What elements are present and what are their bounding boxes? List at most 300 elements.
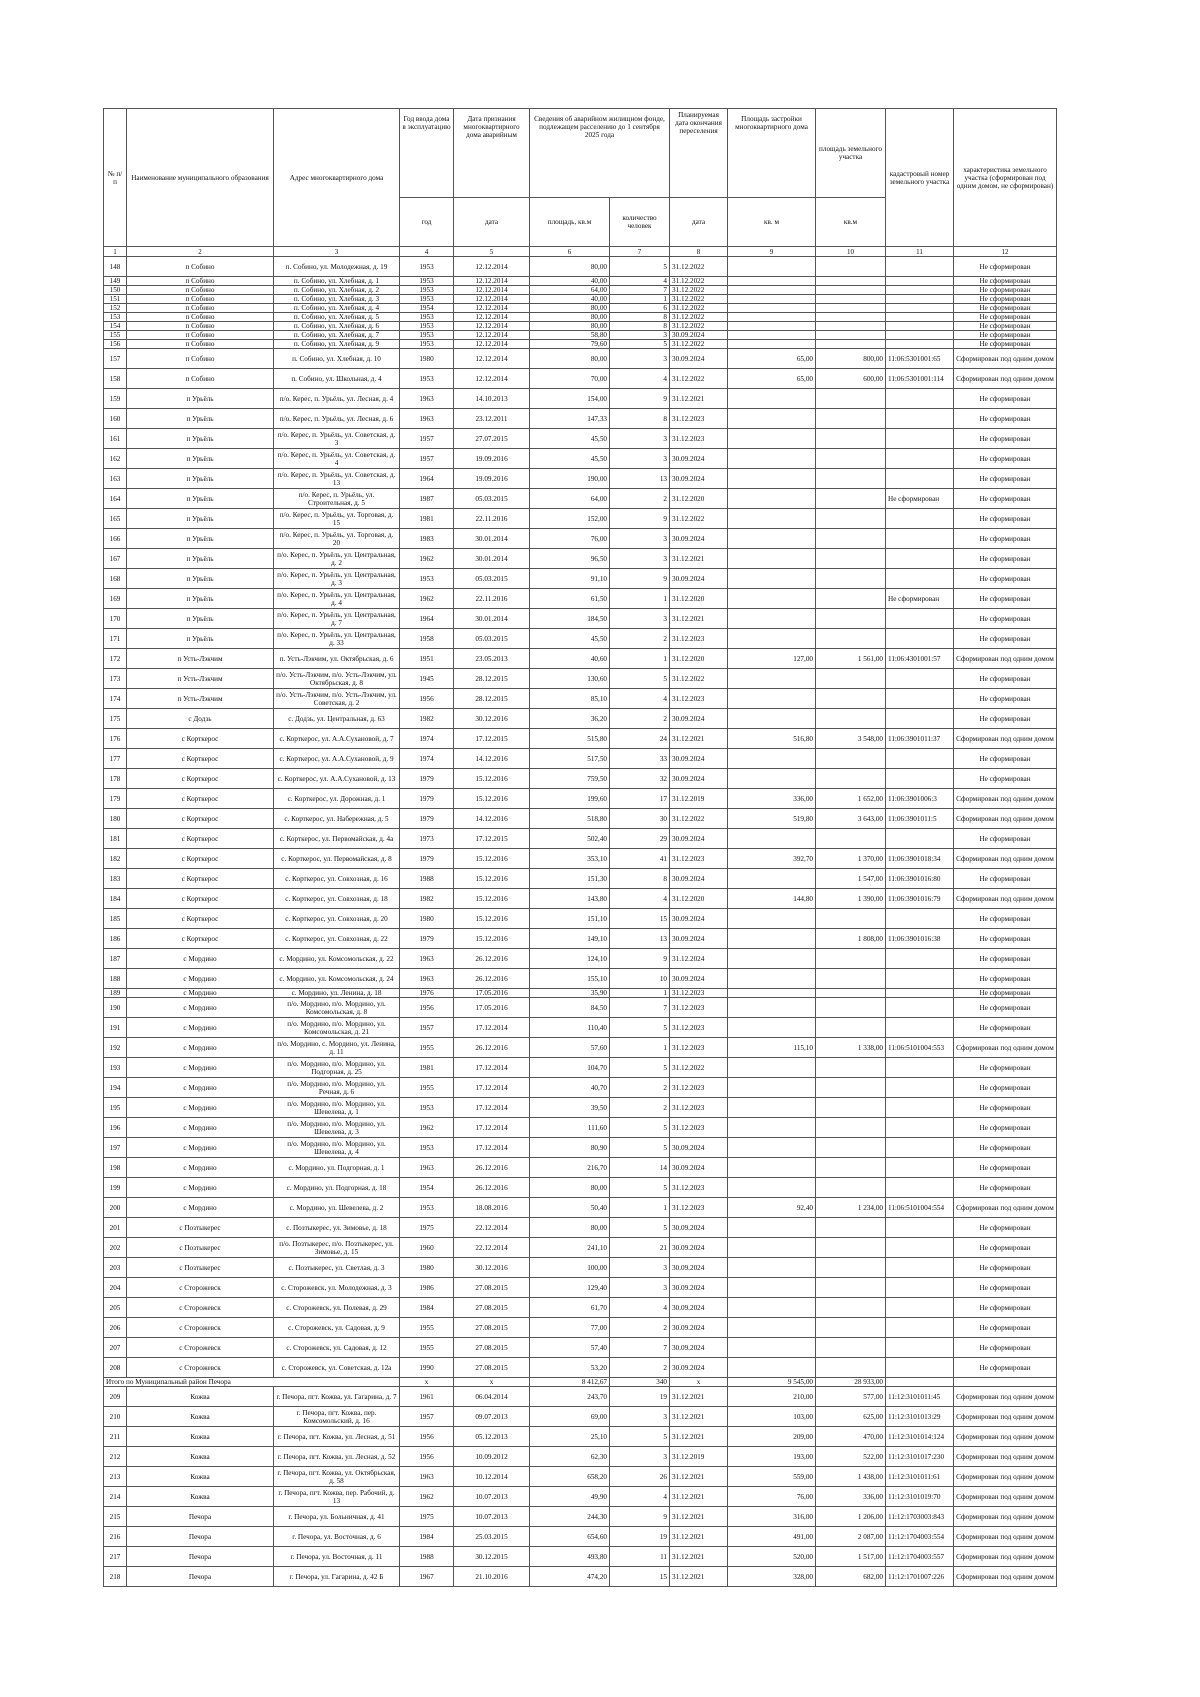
- building-area-cell: [728, 869, 816, 889]
- building-area-cell: [728, 1258, 816, 1278]
- emergency-date-cell: 30.01.2014: [454, 549, 530, 569]
- area-cell: 244,30: [530, 1507, 610, 1527]
- year-cell: 1951: [400, 649, 454, 669]
- municipality-cell: с Корткерос: [127, 789, 274, 809]
- table-row: [104, 1527, 1057, 1547]
- resettlement-date-cell: 31.12.2023: [670, 1098, 728, 1118]
- row-number: 154: [104, 322, 127, 331]
- building-area-cell: [728, 669, 816, 689]
- people-cell: 3: [610, 1407, 670, 1427]
- cadastral-cell: 11:06:3901016:38: [886, 929, 954, 949]
- municipality-cell: п Урьёль: [127, 629, 274, 649]
- table-row: [104, 1038, 1057, 1058]
- building-area-cell: [728, 449, 816, 469]
- cadastral-cell: [886, 469, 954, 489]
- year-cell: 1953: [400, 369, 454, 389]
- municipality-cell: Печора: [127, 1507, 274, 1527]
- municipality-cell: с Сторожевск: [127, 1318, 274, 1338]
- address-cell: г. Печора, пгт. Кожва, ул. Гагарина, д. 7: [274, 1387, 400, 1407]
- building-area-cell: [728, 1278, 816, 1298]
- emergency-date-cell: 12.12.2014: [454, 313, 530, 322]
- emergency-date-cell: 10.07.2013: [454, 1507, 530, 1527]
- table-row: [104, 1138, 1057, 1158]
- resettlement-date-cell: 30.09.2024: [670, 929, 728, 949]
- table-row: [104, 1018, 1057, 1038]
- land-status-cell: Не сформирован: [954, 1018, 1057, 1038]
- row-number: 185: [104, 909, 127, 929]
- municipality-cell: с Позтыкерес: [127, 1218, 274, 1238]
- row-number: 177: [104, 749, 127, 769]
- table-row: [104, 989, 1057, 998]
- emergency-date-cell: 12.12.2014: [454, 257, 530, 277]
- year-cell: 1981: [400, 1058, 454, 1078]
- resettlement-date-cell: 30.09.2024: [670, 829, 728, 849]
- emergency-date-cell: 30.12.2016: [454, 709, 530, 729]
- resettlement-date-cell: 31.12.2024: [670, 949, 728, 969]
- area-cell: 104,70: [530, 1058, 610, 1078]
- land-status-cell: Не сформирован: [954, 304, 1057, 313]
- area-cell: 25,10: [530, 1427, 610, 1447]
- land-area-cell: 1 234,00: [816, 1198, 886, 1218]
- land-area-cell: 1 547,00: [816, 869, 886, 889]
- year-cell: 1953: [400, 331, 454, 340]
- row-number: 204: [104, 1278, 127, 1298]
- header-building-area: Площадь застройки многоквартирного дома: [728, 109, 816, 198]
- column-number: 12: [954, 247, 1057, 257]
- area-cell: 151,30: [530, 869, 610, 889]
- row-number: 178: [104, 769, 127, 789]
- emergency-date-cell: 30.01.2014: [454, 529, 530, 549]
- area-cell: 91,10: [530, 569, 610, 589]
- land-status-cell: Не сформирован: [954, 295, 1057, 304]
- building-area-cell: 516,80: [728, 729, 816, 749]
- area-cell: 96,50: [530, 549, 610, 569]
- people-cell: 3: [610, 529, 670, 549]
- land-status-cell: Не сформирован: [954, 589, 1057, 609]
- year-cell: 1964: [400, 469, 454, 489]
- people-cell: 21: [610, 1238, 670, 1258]
- resettlement-date-cell: 31.12.2022: [670, 257, 728, 277]
- building-area-cell: [728, 331, 816, 340]
- municipality-cell: п Урьёль: [127, 389, 274, 409]
- resettlement-date-cell: 30.09.2024: [670, 1158, 728, 1178]
- land-area-cell: [816, 469, 886, 489]
- emergency-date-cell: 10.09.2012: [454, 1447, 530, 1467]
- land-area-cell: 1 370,00: [816, 849, 886, 869]
- municipality-cell: п Усть-Лэкчим: [127, 649, 274, 669]
- row-number: 165: [104, 509, 127, 529]
- table-row: [104, 949, 1057, 969]
- cadastral-cell: [886, 304, 954, 313]
- people-cell: 2: [610, 1098, 670, 1118]
- land-area-cell: [816, 304, 886, 313]
- land-status-cell: Не сформирован: [954, 1158, 1057, 1178]
- row-number: 205: [104, 1298, 127, 1318]
- year-cell: 1953: [400, 277, 454, 286]
- row-number: 149: [104, 277, 127, 286]
- resettlement-date-cell: 31.12.2023: [670, 409, 728, 429]
- table-row: [104, 304, 1057, 313]
- emergency-date-cell: 14.12.2016: [454, 749, 530, 769]
- land-status-cell: Не сформирован: [954, 869, 1057, 889]
- emergency-date-cell: 19.09.2016: [454, 469, 530, 489]
- address-cell: п/о. Усть-Лэкчим, п/о. Усть-Лэкчим, ул. Советская, д. 2: [274, 689, 400, 709]
- year-cell: 1945: [400, 669, 454, 689]
- building-area-cell: [728, 509, 816, 529]
- resettlement-date-cell: 31.12.2020: [670, 649, 728, 669]
- cadastral-cell: [886, 331, 954, 340]
- land-area-cell: 522,00: [816, 1447, 886, 1467]
- row-number: 171: [104, 629, 127, 649]
- emergency-date-cell: 25.03.2015: [454, 1527, 530, 1547]
- column-number: 2: [127, 247, 274, 257]
- municipality-cell: п Урьёль: [127, 549, 274, 569]
- building-area-cell: 520,00: [728, 1547, 816, 1567]
- cadastral-cell: [886, 277, 954, 286]
- header-address: Адрес многоквартирного дома: [274, 109, 400, 247]
- row-number: 170: [104, 609, 127, 629]
- year-cell: 1962: [400, 1487, 454, 1507]
- municipality-cell: п Урьёль: [127, 509, 274, 529]
- area-cell: 154,00: [530, 389, 610, 409]
- land-area-cell: [816, 949, 886, 969]
- year-cell: 1988: [400, 1547, 454, 1567]
- year-cell: 1954: [400, 304, 454, 313]
- area-cell: 353,10: [530, 849, 610, 869]
- cadastral-cell: [886, 749, 954, 769]
- emergency-date-cell: 23.05.2013: [454, 649, 530, 669]
- header-year: Год ввода дома в эксплуатацию: [400, 109, 454, 198]
- address-cell: с. Корткерос, ул. А.А.Сухановой, д. 7: [274, 729, 400, 749]
- table-row: [104, 889, 1057, 909]
- address-cell: г. Печора, пгт. Кожва, пер. Комсомольский, д. 16: [274, 1407, 400, 1427]
- municipality-cell: Кожва: [127, 1407, 274, 1427]
- table-row: [104, 313, 1057, 322]
- address-cell: п/о. Мордино, п/о. Мордино, ул. Шевелева, д. 1: [274, 1098, 400, 1118]
- building-area-cell: 210,00: [728, 1387, 816, 1407]
- land-status-cell: Не сформирован: [954, 998, 1057, 1018]
- row-number: 211: [104, 1427, 127, 1447]
- row-number: 202: [104, 1238, 127, 1258]
- emergency-date-cell: 14.10.2013: [454, 389, 530, 409]
- year-cell: 1963: [400, 1467, 454, 1487]
- land-status-cell: Не сформирован: [954, 489, 1057, 509]
- area-cell: 39,50: [530, 1098, 610, 1118]
- resettlement-date-cell: 31.12.2021: [670, 729, 728, 749]
- cadastral-cell: 11:12:3101017:230: [886, 1447, 954, 1467]
- area-cell: 147,33: [530, 409, 610, 429]
- table-row: [104, 829, 1057, 849]
- table-row: [104, 709, 1057, 729]
- address-cell: п/о. Керес, п. Урьёль, ул. Центральная, д. 3: [274, 569, 400, 589]
- year-cell: 1974: [400, 749, 454, 769]
- people-cell: 3: [610, 1278, 670, 1298]
- building-area-cell: [728, 829, 816, 849]
- address-cell: п/о. Керес, п. Урьёль, ул. Центральная, д. 33: [274, 629, 400, 649]
- cadastral-cell: 11:06:5101004:554: [886, 1198, 954, 1218]
- municipality-cell: с Позтыкерес: [127, 1258, 274, 1278]
- row-number: 166: [104, 529, 127, 549]
- row-number: 183: [104, 869, 127, 889]
- area-cell: 149,10: [530, 929, 610, 949]
- land-status-cell: Сформирован под одним домом: [954, 729, 1057, 749]
- header-resettlement-date: Планируемая дата окончания переселения: [670, 109, 728, 198]
- total-label: Итого по Муниципальный район Печора: [104, 1378, 400, 1387]
- municipality-cell: п Собино: [127, 349, 274, 369]
- header-municipality: Наименование муниципального образования: [127, 109, 274, 247]
- year-cell: 1980: [400, 909, 454, 929]
- resettlement-date-cell: 31.12.2022: [670, 340, 728, 349]
- year-cell: 1981: [400, 509, 454, 529]
- address-cell: с. Мордино, ул. Комсомольская, д. 24: [274, 969, 400, 989]
- resettlement-date-cell: 30.09.2024: [670, 331, 728, 340]
- cadastral-cell: [886, 1278, 954, 1298]
- land-status-cell: Сформирован под одним домом: [954, 789, 1057, 809]
- municipality-cell: с Мордино: [127, 1178, 274, 1198]
- address-cell: г. Печора, ул. Гагарина, д. 42 Б: [274, 1567, 400, 1587]
- area-cell: 155,10: [530, 969, 610, 989]
- year-cell: 1953: [400, 257, 454, 277]
- building-area-cell: [728, 409, 816, 429]
- area-cell: 190,00: [530, 469, 610, 489]
- people-cell: 2: [610, 629, 670, 649]
- people-cell: 5: [610, 1138, 670, 1158]
- header-emergency-fund: Сведения об аварийном жилищном фонде, подлежащем расселению до 1 сентября 2025 года: [530, 109, 670, 198]
- building-area-cell: 76,00: [728, 1487, 816, 1507]
- resettlement-date-cell: 31.12.2023: [670, 1078, 728, 1098]
- year-cell: 1954: [400, 1178, 454, 1198]
- building-area-cell: [728, 989, 816, 998]
- municipality-cell: с Корткерос: [127, 849, 274, 869]
- building-area-cell: [728, 689, 816, 709]
- table-row: [104, 469, 1057, 489]
- municipality-cell: с Корткерос: [127, 809, 274, 829]
- land-area-cell: [816, 829, 886, 849]
- municipality-cell: п Собино: [127, 331, 274, 340]
- address-cell: с. Корткерос, ул. Совхозная, д. 22: [274, 929, 400, 949]
- emergency-date-cell: 17.12.2014: [454, 1018, 530, 1038]
- table-row: [104, 1407, 1057, 1427]
- table-row: [104, 1098, 1057, 1118]
- cadastral-cell: [886, 295, 954, 304]
- address-cell: с. Додзь, ул. Центральная, д. 63: [274, 709, 400, 729]
- land-status-cell: Не сформирован: [954, 429, 1057, 449]
- building-area-cell: [728, 549, 816, 569]
- column-number: 4: [400, 247, 454, 257]
- table-row: [104, 589, 1057, 609]
- cadastral-cell: 11:12:3101019:70: [886, 1487, 954, 1507]
- year-cell: 1956: [400, 1447, 454, 1467]
- table-row: [104, 909, 1057, 929]
- people-cell: 4: [610, 1487, 670, 1507]
- table-row: [104, 389, 1057, 409]
- cadastral-cell: [886, 322, 954, 331]
- municipality-cell: с Корткерос: [127, 729, 274, 749]
- resettlement-date-cell: 31.12.2021: [670, 1407, 728, 1427]
- row-number: 198: [104, 1158, 127, 1178]
- area-cell: 36,20: [530, 709, 610, 729]
- year-cell: 1957: [400, 429, 454, 449]
- resettlement-date-cell: 30.09.2024: [670, 1298, 728, 1318]
- land-status-cell: Не сформирован: [954, 389, 1057, 409]
- row-number: 218: [104, 1567, 127, 1587]
- emergency-date-cell: 21.10.2016: [454, 1567, 530, 1587]
- row-number: 176: [104, 729, 127, 749]
- address-cell: с. Мордино, ул. Ленина, д. 18: [274, 989, 400, 998]
- resettlement-date-cell: 31.12.2021: [670, 609, 728, 629]
- land-status-cell: Сформирован под одним домом: [954, 1547, 1057, 1567]
- address-cell: п/о. Керес, п. Урьёль, ул. Лесная, д. 4: [274, 389, 400, 409]
- land-status-cell: Сформирован под одним домом: [954, 1507, 1057, 1527]
- land-area-cell: [816, 1058, 886, 1078]
- building-area-cell: [728, 998, 816, 1018]
- row-number: 161: [104, 429, 127, 449]
- table-row: [104, 489, 1057, 509]
- emergency-date-cell: 05.03.2015: [454, 489, 530, 509]
- row-number: 184: [104, 889, 127, 909]
- building-area-cell: 392,70: [728, 849, 816, 869]
- area-cell: 80,00: [530, 1218, 610, 1238]
- emergency-date-cell: 05.03.2015: [454, 629, 530, 649]
- land-status-cell: Не сформирован: [954, 257, 1057, 277]
- row-number: 175: [104, 709, 127, 729]
- land-status-cell: Сформирован под одним домом: [954, 649, 1057, 669]
- emergency-date-cell: 26.12.2016: [454, 949, 530, 969]
- table-row: [104, 1238, 1057, 1258]
- resettlement-date-cell: 31.12.2021: [670, 1567, 728, 1587]
- cadastral-cell: [886, 1118, 954, 1138]
- people-cell: 5: [610, 1218, 670, 1238]
- total-people-cell: 340: [610, 1378, 670, 1387]
- land-area-cell: [816, 1178, 886, 1198]
- table-row: [104, 257, 1057, 277]
- building-area-cell: [728, 769, 816, 789]
- municipality-cell: п Собино: [127, 322, 274, 331]
- cadastral-cell: [886, 529, 954, 549]
- area-cell: 184,50: [530, 609, 610, 629]
- year-cell: 1960: [400, 1238, 454, 1258]
- year-cell: 1956: [400, 689, 454, 709]
- area-cell: 80,00: [530, 349, 610, 369]
- row-number: 203: [104, 1258, 127, 1278]
- land-status-cell: Не сформирован: [954, 609, 1057, 629]
- resettlement-date-cell: 31.12.2023: [670, 429, 728, 449]
- land-area-cell: [816, 749, 886, 769]
- emergency-date-cell: 17.12.2014: [454, 1138, 530, 1158]
- building-area-cell: [728, 257, 816, 277]
- area-cell: 152,00: [530, 509, 610, 529]
- municipality-cell: п Собино: [127, 257, 274, 277]
- building-area-cell: 519,80: [728, 809, 816, 829]
- land-area-cell: [816, 609, 886, 629]
- address-cell: п/о. Керес, п. Урьёль, ул. Центральная, д. 4: [274, 589, 400, 609]
- resettlement-date-cell: 31.12.2021: [670, 1527, 728, 1547]
- table-row: [104, 789, 1057, 809]
- municipality-cell: с Корткерос: [127, 909, 274, 929]
- cadastral-cell: [886, 969, 954, 989]
- area-cell: 151,10: [530, 909, 610, 929]
- row-number: 182: [104, 849, 127, 869]
- municipality-cell: с Додзь: [127, 709, 274, 729]
- address-cell: п/о. Усть-Лэкчим, п/о. Усть-Лэкчим, ул. Октябрьская, д. 8: [274, 669, 400, 689]
- emergency-date-cell: 22.12.2014: [454, 1218, 530, 1238]
- land-status-cell: Не сформирован: [954, 1058, 1057, 1078]
- cadastral-cell: [886, 313, 954, 322]
- row-number: 210: [104, 1407, 127, 1427]
- cadastral-cell: [886, 709, 954, 729]
- area-cell: 124,10: [530, 949, 610, 969]
- row-number: 186: [104, 929, 127, 949]
- year-cell: 1980: [400, 1258, 454, 1278]
- land-area-cell: [816, 1278, 886, 1298]
- subheader-year: год: [400, 198, 454, 247]
- land-area-cell: 1 338,00: [816, 1038, 886, 1058]
- land-area-cell: 1 652,00: [816, 789, 886, 809]
- people-cell: 15: [610, 1567, 670, 1587]
- row-number: 197: [104, 1138, 127, 1158]
- address-cell: п. Собино, ул. Хлебная, д. 4: [274, 304, 400, 313]
- emergency-date-cell: 30.01.2014: [454, 609, 530, 629]
- housing-table-sheet: [103, 108, 1056, 1587]
- row-number: 200: [104, 1198, 127, 1218]
- land-status-cell: Не сформирован: [954, 322, 1057, 331]
- area-cell: 50,40: [530, 1198, 610, 1218]
- address-cell: п/о. Мордино, п/о. Мордино, ул. Речная, д. 6: [274, 1078, 400, 1098]
- area-cell: 80,90: [530, 1138, 610, 1158]
- municipality-cell: с Мордино: [127, 1138, 274, 1158]
- emergency-date-cell: 28.12.2015: [454, 669, 530, 689]
- cadastral-cell: [886, 1298, 954, 1318]
- municipality-cell: п Урьёль: [127, 529, 274, 549]
- cadastral-cell: [886, 1338, 954, 1358]
- column-number: 1: [104, 247, 127, 257]
- area-cell: 100,00: [530, 1258, 610, 1278]
- emergency-date-cell: 12.12.2014: [454, 349, 530, 369]
- cadastral-cell: 11:12:1703003:843: [886, 1507, 954, 1527]
- cadastral-cell: 11:06:3901018:34: [886, 849, 954, 869]
- resettlement-date-cell: 30.09.2024: [670, 449, 728, 469]
- land-area-cell: [816, 629, 886, 649]
- row-number: 201: [104, 1218, 127, 1238]
- people-cell: 2: [610, 1358, 670, 1378]
- table-row: [104, 849, 1057, 869]
- emergency-date-cell: 09.07.2013: [454, 1407, 530, 1427]
- land-area-cell: [816, 322, 886, 331]
- area-cell: 40,00: [530, 295, 610, 304]
- resettlement-date-cell: 30.09.2024: [670, 1278, 728, 1298]
- header-emergency-date: Дата признания многоквартирного дома аварийным: [454, 109, 530, 198]
- cadastral-cell: 11:12:3101013:29: [886, 1407, 954, 1427]
- municipality-cell: п Собино: [127, 369, 274, 389]
- year-cell: 1980: [400, 349, 454, 369]
- row-number: 196: [104, 1118, 127, 1138]
- header-number: № п/п: [104, 109, 127, 247]
- table-body: [104, 257, 1057, 1587]
- cadastral-cell: 11:12:1704003:557: [886, 1547, 954, 1567]
- row-number: 212: [104, 1447, 127, 1467]
- people-cell: 32: [610, 769, 670, 789]
- year-cell: 1955: [400, 1318, 454, 1338]
- municipality-cell: п Собино: [127, 340, 274, 349]
- year-cell: 1982: [400, 889, 454, 909]
- municipality-cell: п Урьёль: [127, 429, 274, 449]
- people-cell: 33: [610, 749, 670, 769]
- area-cell: 474,20: [530, 1567, 610, 1587]
- address-cell: с. Позтыкерес, ул. Светлая, д. 3: [274, 1258, 400, 1278]
- area-cell: 80,00: [530, 304, 610, 313]
- column-number: 10: [816, 247, 886, 257]
- address-cell: п/о. Мордино, п/о. Мордино, ул. Шевелева, д. 4: [274, 1138, 400, 1158]
